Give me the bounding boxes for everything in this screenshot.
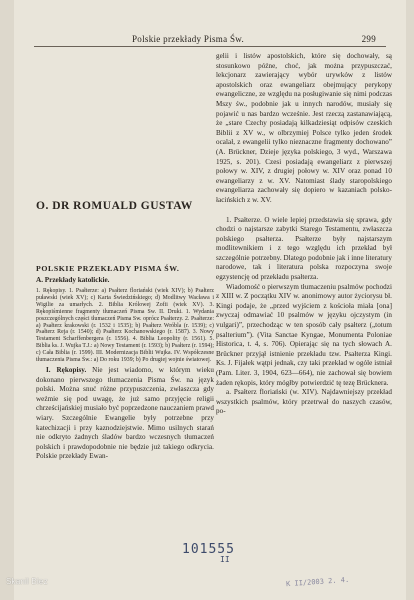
table-of-contents: 1. Rękopisy. 1. Psałterze: a) Psałterz floriański (wiek XIV); b) Psałterz puławski (wiek XV); c) Karta Świedzińskiego; d) Modlitwy Wacława i Wigilie za umarłych. 2. Biblia Królowej Zofii (wiek XV). 3. Rękopiśmienne fragmenty tłumaczeń Pisma Sw. II. Druki. 1. Wydania poszczególnych części tłumaczeń Pisma Sw. oprócz Psałterzy. 2. Psałterze: a) Psałterz krakowski (r. 1532 i 1535); b) Psałterz Wróbla (r. 1539); c) Psałterz Reja (r. 1540); d) Psałterz Kochanowskiego (r. 1587). 3. Nowy Testament Scharffenbergera (r. 1556). 4. Biblia Leopolity (r. 1561). 5. Biblia ks. J. Wujka T.J.: a) Nowy Testament (r. 1593); b) Psałterz (r. 1594); c) Cała Biblia (r. 1599). III. Modernizacja Biblii Wujka. IV. Współczesne tłumaczenia Pisma Św.: a) Do roku 1939; b) Po drugiej wojnie światowej. <box>36 288 214 364</box>
paragraph-psalters <box>216 216 392 283</box>
document-page <box>14 0 406 600</box>
header-rule <box>34 46 386 47</box>
article-title: POLSKIE PRZEKŁADY PISMA ŚW. <box>36 264 180 273</box>
section-heading: A. Przekłady katolickie. <box>36 276 110 284</box>
paragraph-gospels: gelii i listów apostolskich, które się dochowały, są stosunkowo późne, choć, jak można przypuszczać, lekcjonarz zawierający wybór urywków z listów apostolskich oraz ewangeliarz obejmujący perykopy ewangeliczne, ze względu na posługiwanie się nimi podczas Mszy św., podobnie jak u innych narodów, musiały się pojawić u nas bardzo wcześnie. Jest rzeczą zastanawiającą, że „stare Czechy posiadają kilkadziesiąt odpisów czeskich Biblii z XV w., w olbrzymiej Polsce tylko jeden środek ocalał, z ewangelii tylko nieznaczne fragmenty dochowano” (A. Brückner, Dzieje języka polskiego, 3 wyd., Warszawa 1925, s. 201). Czesi posiadają ewangeliarz z pierwszej połowy w. XIV, z drugiej połowy w. XIV oraz ponad 10 ewangeliarzy z w. XV. Natomiast ślady staropolskiego ewangeliarza zachowały się dopiero w kazaniach polsko-łacińskich z w. XV. <box>216 52 392 204</box>
page-number: 299 <box>361 34 376 44</box>
paragraph-florian: a. Psałterz floriański (w. XIV). Najdawniejszy przekład wszystkich psalmów, który przetrwał do naszych czasów, po- <box>216 388 392 416</box>
pencil-note: K II/2003 2. 4. <box>285 575 350 589</box>
subheading-manuscripts: I. Rękopisy. <box>46 365 87 374</box>
paragraph-kinga: Wiadomość o pierwszym tłumaczeniu psalmów pochodzi z XIII w. Z początku XIV w. anonimowy autor życiorysu bł. Kingi podaje, że „przed wyjściem z kościoła miała [ona] zwyczaj odmawiać 10 psalmów w języku ojczystym (in vulgari)”, przechodząc w ten sposób cały psałterz („totum psalterium”). (Vita Sanctae Kyngae, Monumenta Poloniae Historica, t. 4, s. 706). Opierając się na tych słowach A. Brückner przyjął istnienie przekładu tzw. Psałterza Kingi. Ks. J. Fijałek wątpi jednak, czy taki przekład w ogóle istniał (Pam. Liter. 3, 1904, 623—664), nie zachował się bowiem żaden rękopis, który mógłby potwierdzić tę tezę Brücknera. <box>216 282 392 387</box>
left-column <box>36 200 214 462</box>
psalters-label: 1. Psałterze. <box>226 215 262 224</box>
right-column <box>216 52 392 417</box>
psalters-text: O wiele lepiej przedstawia się sprawa, gdy chodzi o najstarsze zabytki Starego Testamentu, zwłaszcza polskiego psałterza. Psałterze były najstarszym modlitewnikiem i z tego względu ich przekład był szczególnie potrzebny. Dlatego podobnie jak i inne literatury narodowe, tak i literatura polska rozpoczyna swoje egzystencję od przekładu psałterza. <box>216 215 393 282</box>
author-name: O. DR ROMUALD GUSTAW <box>36 200 193 212</box>
intro-paragraph <box>36 366 214 462</box>
header-title: Polskie przekłady Pisma Św. <box>132 34 245 44</box>
scan-watermark: Skanil Biez <box>6 577 48 586</box>
handwritten-mark: II <box>220 555 230 564</box>
intro-text: Nie jest wiadomo, w którym wieku dokonano pierwszego tłumaczenia Pisma Św. na język polski. Można snuć różne przypuszczenia, zwłaszcza gdy weźmie się pod uwagę, że już samo przyjęcie religii chrześcijańskiej musiało być poprzedzone nauczaniem prawd wiary. Szczególnie Ewangelie były potrzebne przy katechizacji i przy kaznodziejstwie. Mimo usilnych starań nie odkryto żadnych śladów bardzo wczesnych tłumaczeń polskich i prawdopodobnie nie będzie już takiego odkrycia. Polskie przekłady Ewan- <box>36 365 215 461</box>
handwritten-catalog-number: 101555 <box>182 542 235 557</box>
